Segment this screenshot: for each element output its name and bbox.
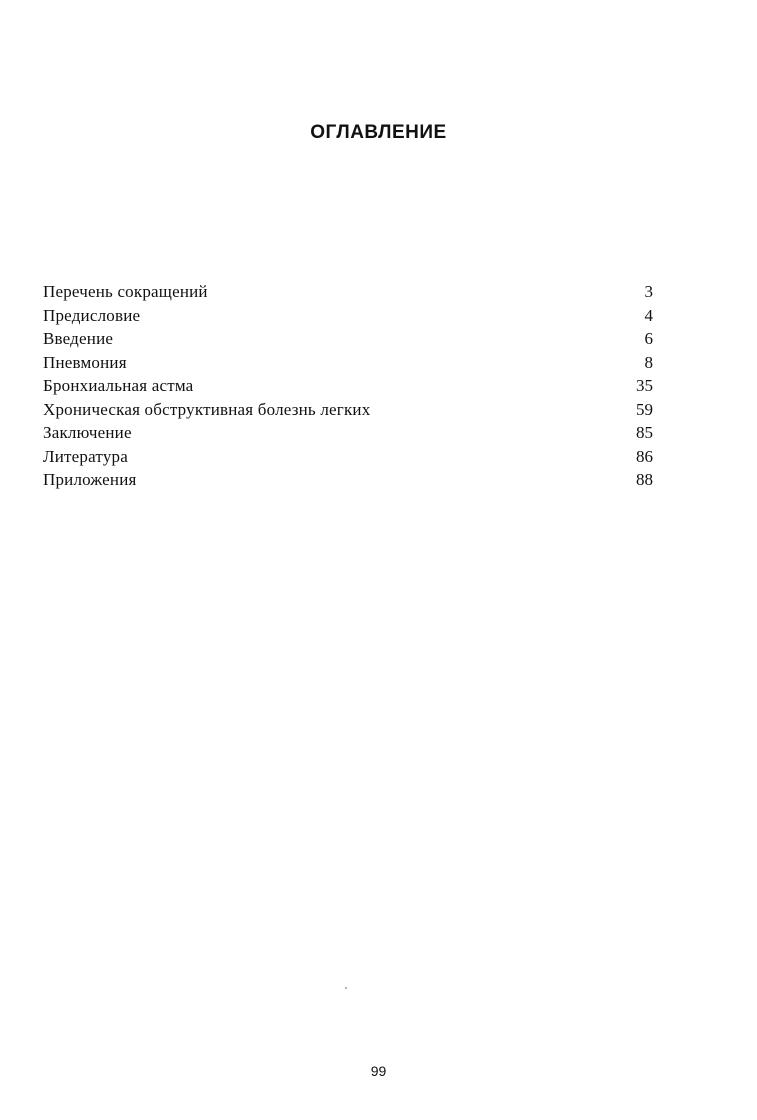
toc-entry-page: 85	[636, 423, 653, 442]
toc-entry-label: Бронхиальная астма	[43, 376, 194, 395]
toc-entry-label: Пневмония	[43, 352, 127, 372]
toc-entry-label: Заключение	[43, 423, 132, 442]
toc-entry-label: Литература	[43, 446, 128, 466]
toc-entry-page: 86	[636, 446, 653, 466]
toc-entry-page: 8	[644, 352, 653, 372]
toc-entry-asthma	[43, 374, 653, 398]
page-title: ОГЛАВЛЕНИЕ	[310, 122, 447, 143]
toc-entry-label: Перечень сокращений	[43, 282, 208, 301]
toc-entry-abbreviations	[43, 280, 653, 304]
toc-entry-label: Хроническая обструктивная болезнь легких	[43, 399, 371, 419]
toc-entry-page: 4	[644, 305, 653, 325]
toc-entry-page: 6	[644, 329, 653, 348]
toc-entry-copd	[43, 398, 653, 422]
toc-entry-label: Приложения	[43, 470, 137, 489]
toc-entry-page: 35	[636, 376, 653, 395]
toc-entry-page: 88	[636, 470, 653, 489]
toc-entry-appendices	[43, 468, 653, 492]
scan-speck	[345, 987, 347, 989]
toc-entry-page: 3	[644, 282, 653, 301]
toc-entry-introduction	[43, 327, 653, 351]
toc-entry-literature	[43, 445, 653, 469]
toc-entry-pneumonia	[43, 351, 653, 375]
table-of-contents	[43, 280, 653, 492]
toc-entry-label: Введение	[43, 329, 114, 348]
toc-entry-conclusion	[43, 421, 653, 445]
toc-entry-page: 59	[636, 399, 653, 419]
toc-entry-label: Предисловие	[43, 305, 141, 325]
toc-entry-preface	[43, 304, 653, 328]
page-number: 99	[370, 1063, 387, 1079]
